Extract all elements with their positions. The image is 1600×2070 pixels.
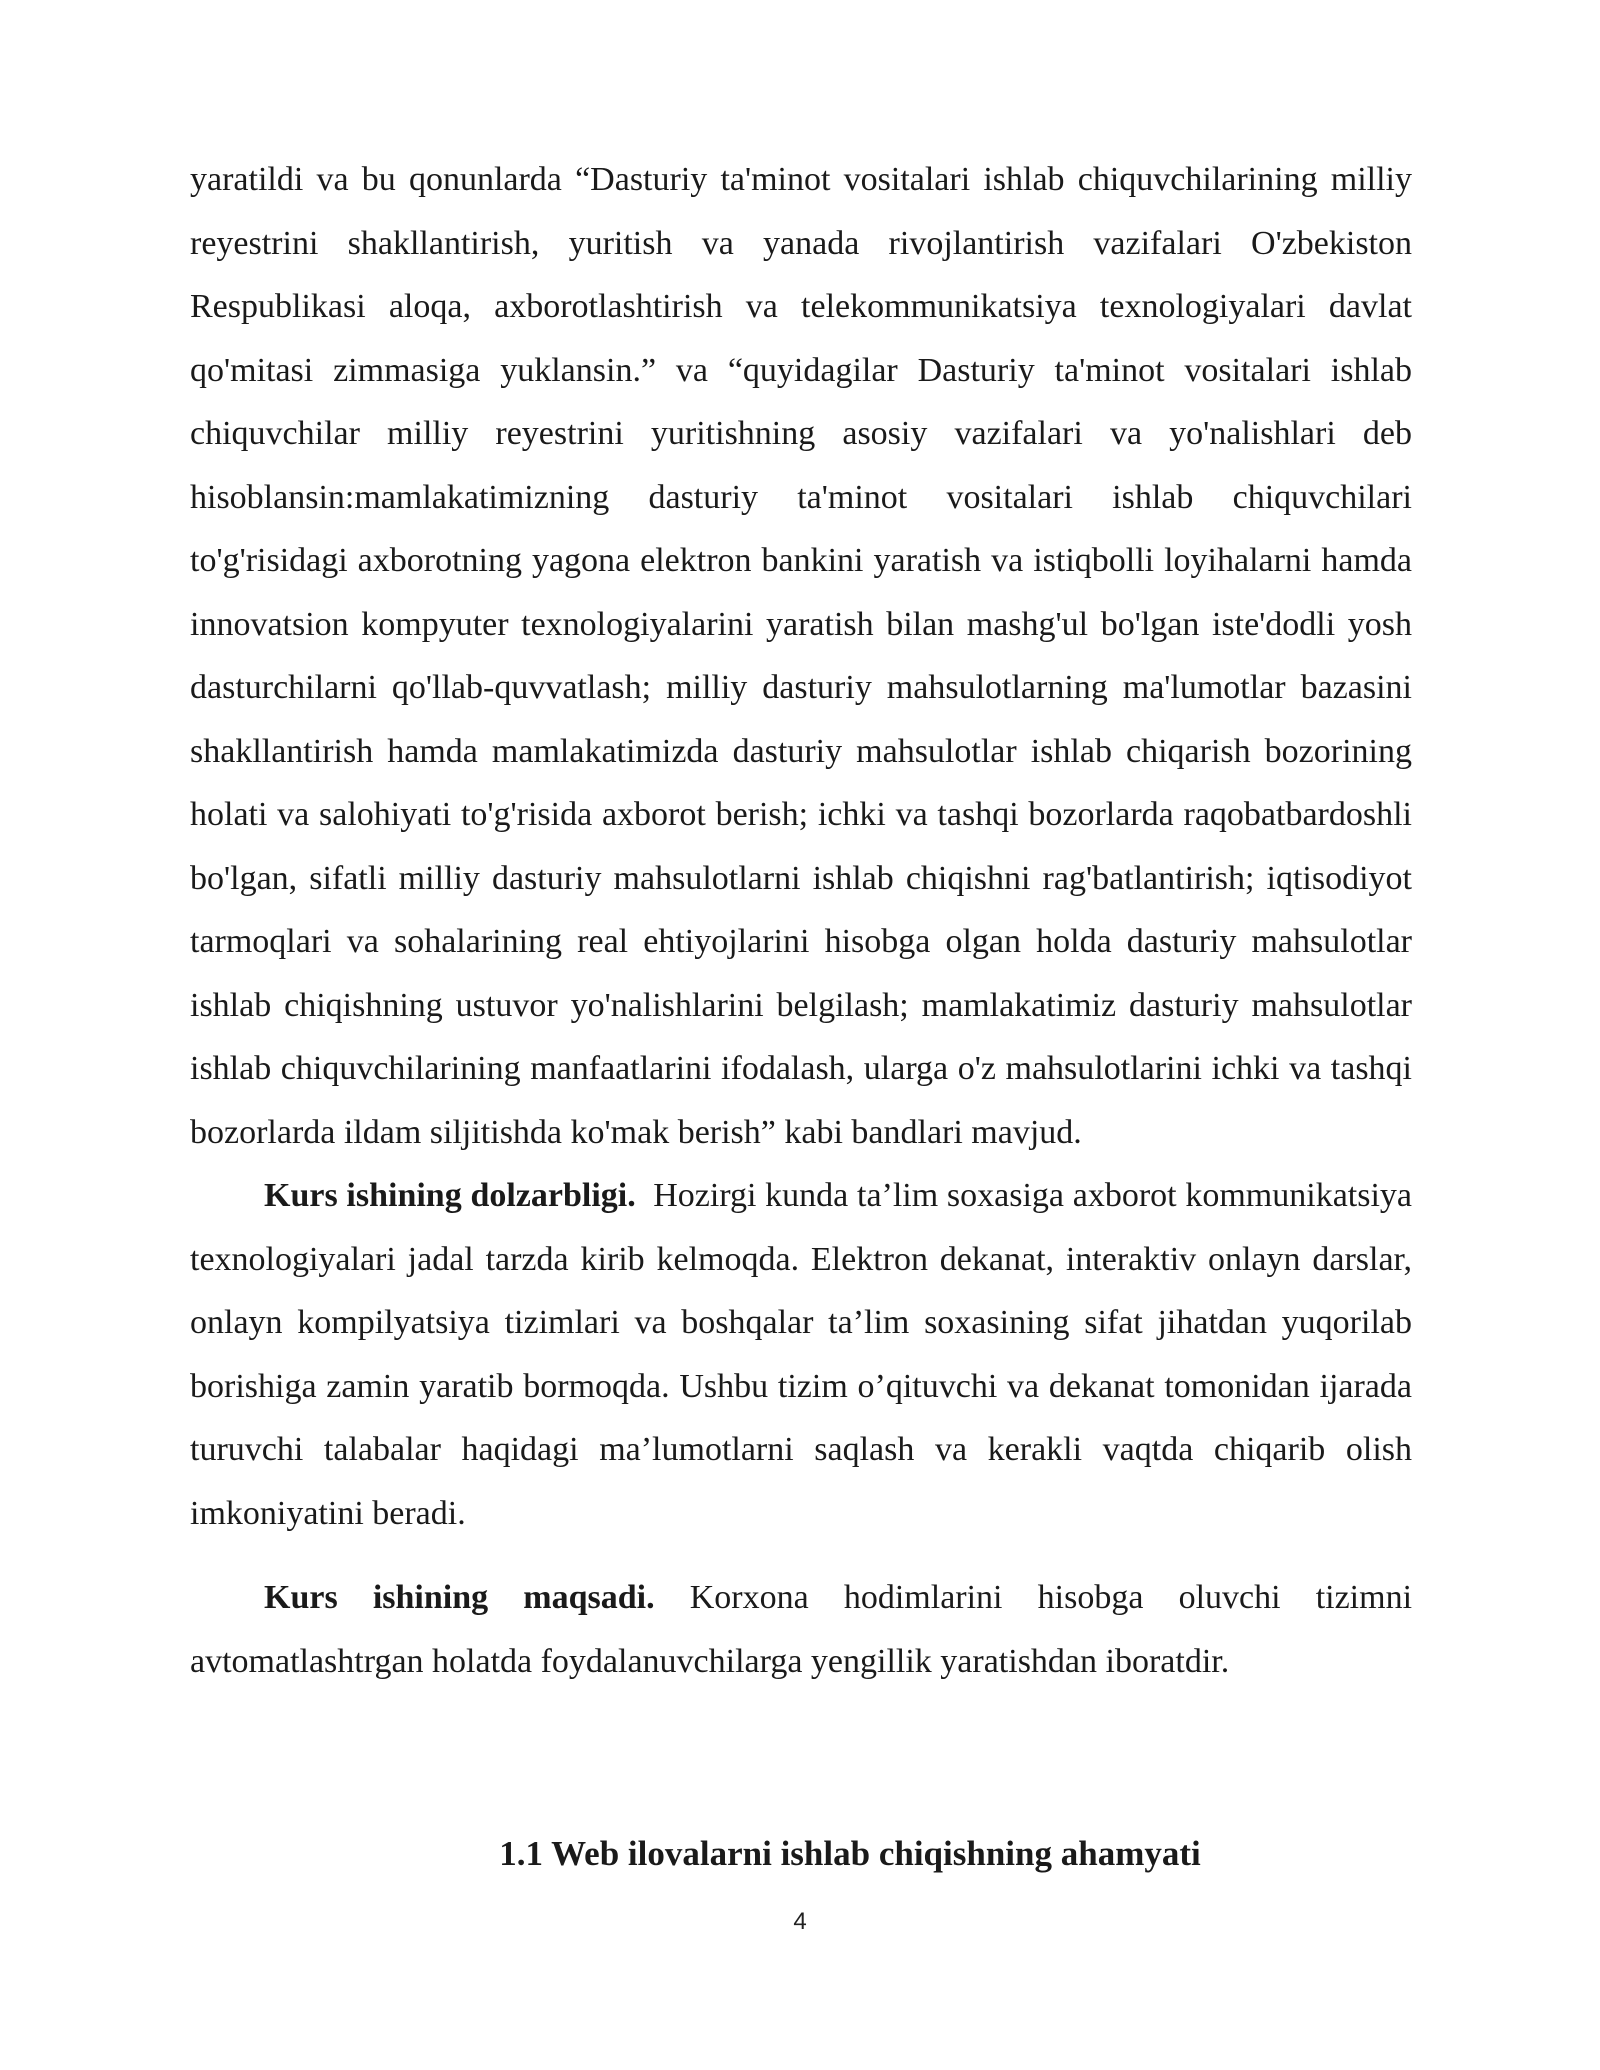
section-heading: 1.1 Web ilovalarni ishlab chiqishning ahamyati xyxy=(499,1834,1201,1873)
page-number: 4 xyxy=(793,1908,807,1935)
document-body xyxy=(190,148,1412,1693)
goal-label: Kurs ishining maqsadi. xyxy=(264,1579,655,1616)
goal-text: Korxona hodimlarini hisobga oluvchi tizimni avtomatlashtrgan holatda foydalanuvchilarga yengillik yaratishdan iboratdir. xyxy=(190,1579,1413,1680)
relevance-text: Hozirgi kunda ta’lim soxasiga axborot kommunikatsiya texnologiyalari jadal tarzda kirib kelmoqda. Elektron dekanat, interaktiv onlayn darslar, onlayn kompilyatsiya tizimlari va boshqalar ta’lim soxasining sifat jihatdan yuqorilab borishiga zamin yaratib bormoqda. Ushbu tizim o’qituvchi va dekanat tomonidan ijarada turuvchi talabalar haqidagi ma’lumotlarni saqlash va kerakli vaqtda chiqarib olish imkoniyatini beradi. xyxy=(190,1177,1412,1532)
relevance-paragraph xyxy=(190,1164,1412,1545)
continuation-paragraph: yaratildi va bu qonunlarda “Dasturiy ta'minot vositalari ishlab chiquvchilarining milliy reyestrini shakllantirish, yuritish va yanada rivojlantirish vazifalari O'zbekiston Respublikasi aloqa, axborotlashtirish va telekommunikatsiya texnologiyalari davlat qo'mitasi zimmasiga yuklansin.” va “quyidagilar Dasturiy ta'minot vositalari ishlab chiquvchilar milliy reyestrini yuritishning asosiy vazifalari va yo'nalishlari deb hisoblansin:mamlakatimizning dasturiy ta'minot vositalari ishlab chiquvchilari to'g'risidagi axborotning yagona elektron bankini yaratish va istiqbolli loyihalarni hamda innovatsion kompyuter texnologiyalarini yaratish bilan mashg'ul bo'lgan iste'dodli yosh dasturchilarni qo'llab-quvvatlash; milliy dasturiy mahsulotlarning ma'lumotlar bazasini shakllantirish hamda mamlakatimizda dasturiy mahsulotlar ishlab chiqarish bozorining holati va salohiyati to'g'risida axborot berish; ichki va tashqi bozorlarda raqobatbardoshli bo'lgan, sifatli milliy dasturiy mahsulotlarni ishlab chiqishni rag'batlantirish; iqtisodiyot tarmoqlari va sohalarining real ehtiyojlarini hisobga olgan holda dasturiy mahsulotlar ishlab chiqishning ustuvor yo'nalishlarini belgilash; mamlakatimiz dasturiy mahsulotlar ishlab chiquvchilarining manfaatlarini ifodalash, ularga o'z mahsulotlarini ichki va tashqi bozorlarda ildam siljitishda ko'mak berish” kabi bandlari mavjud. xyxy=(190,161,1412,1151)
goal-paragraph xyxy=(190,1566,1412,1693)
relevance-label: Kurs ishining dolzarbligi. xyxy=(264,1177,636,1214)
